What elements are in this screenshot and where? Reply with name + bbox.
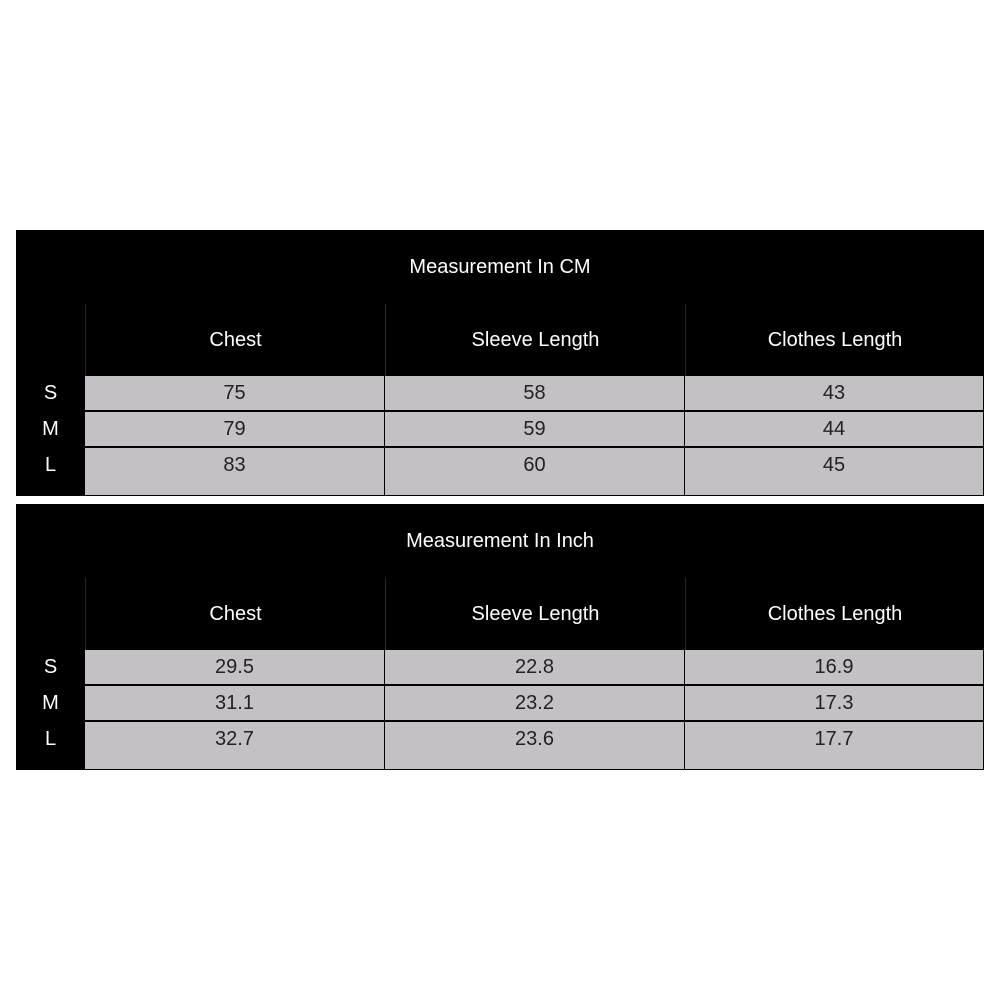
size-label-s: S bbox=[43, 656, 58, 678]
cell-chest: 32.7 bbox=[215, 728, 254, 750]
size-label-m: M bbox=[42, 418, 59, 440]
table-row bbox=[85, 376, 983, 412]
column-header-sleeve-length: Sleeve Length bbox=[385, 578, 685, 650]
size-table-cm bbox=[16, 230, 984, 496]
size-label-s: S bbox=[43, 382, 58, 404]
column-divider bbox=[384, 650, 385, 769]
cell-clothes-length: 45 bbox=[822, 454, 846, 476]
cell-clothes-length: 43 bbox=[822, 382, 846, 404]
cell-chest: 29.5 bbox=[215, 656, 254, 678]
column-divider bbox=[684, 376, 685, 495]
column-header-sleeve-length: Sleeve Length bbox=[385, 304, 685, 376]
row-divider bbox=[85, 410, 983, 412]
table-row bbox=[85, 650, 983, 686]
cell-sleeve-length: 22.8 bbox=[515, 656, 554, 678]
column-header-clothes-length: Clothes Length bbox=[685, 578, 984, 650]
cell-clothes-length: 44 bbox=[822, 418, 846, 440]
cell-sleeve-length: 23.2 bbox=[515, 692, 554, 714]
table-title: Measurement In Inch bbox=[406, 530, 594, 552]
cell-chest: 83 bbox=[223, 454, 246, 476]
data-area bbox=[85, 376, 983, 495]
cell-clothes-length: 16.9 bbox=[814, 656, 854, 678]
cell-sleeve-length: 59 bbox=[523, 418, 546, 440]
cell-chest: 79 bbox=[223, 418, 246, 440]
size-label-l: L bbox=[44, 454, 57, 476]
table-row bbox=[85, 412, 983, 448]
size-table-inch bbox=[16, 504, 984, 770]
cell-sleeve-length: 58 bbox=[523, 382, 546, 404]
header-row bbox=[85, 304, 984, 376]
size-label-m: M bbox=[42, 692, 59, 714]
row-divider bbox=[85, 684, 983, 686]
cell-chest: 75 bbox=[223, 382, 246, 404]
column-divider bbox=[684, 650, 685, 769]
row-divider bbox=[85, 720, 983, 722]
header-row bbox=[85, 578, 984, 650]
table-row bbox=[85, 722, 983, 758]
data-area bbox=[85, 650, 983, 769]
size-label-l: L bbox=[44, 728, 57, 750]
column-header-chest: Chest bbox=[85, 304, 385, 376]
table-row bbox=[85, 448, 983, 484]
cell-sleeve-length: 23.6 bbox=[515, 728, 554, 750]
table-row bbox=[85, 686, 983, 722]
cell-chest: 31.1 bbox=[215, 692, 254, 714]
table-title: Measurement In CM bbox=[409, 256, 591, 278]
column-divider bbox=[384, 376, 385, 495]
column-header-chest: Chest bbox=[85, 578, 385, 650]
cell-clothes-length: 17.3 bbox=[814, 692, 854, 714]
cell-clothes-length: 17.7 bbox=[814, 728, 854, 750]
column-header-clothes-length: Clothes Length bbox=[685, 304, 984, 376]
row-divider bbox=[85, 446, 983, 448]
cell-sleeve-length: 60 bbox=[523, 454, 546, 476]
